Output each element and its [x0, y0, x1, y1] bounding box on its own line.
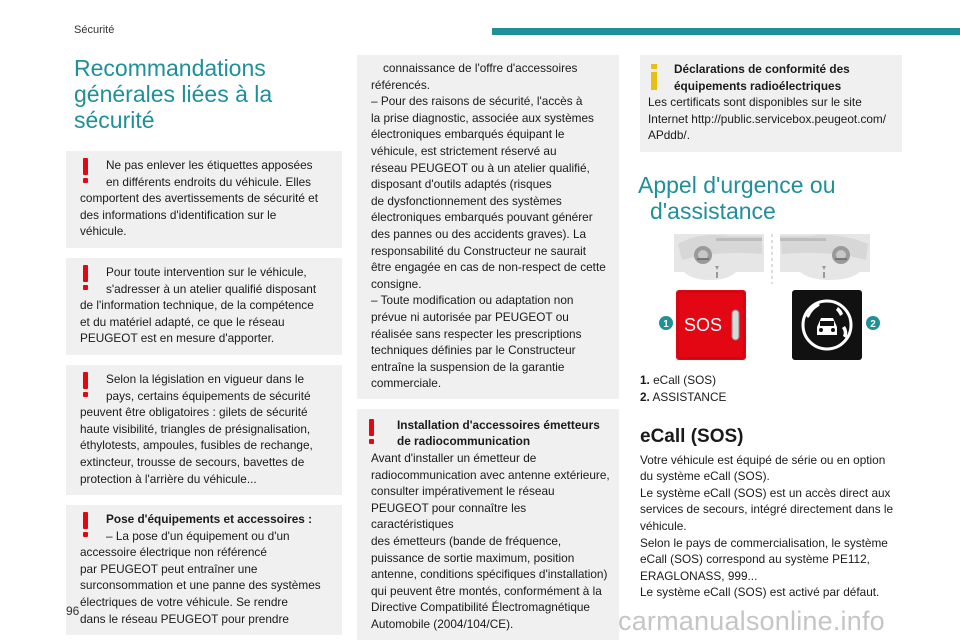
column-3 [640, 55, 902, 601]
page-number: 96 [66, 604, 80, 618]
section-title-emergency: Appel d'urgence ou d'assistance [638, 171, 836, 224]
info-icon [651, 64, 657, 90]
subheading-ecall: eCall (SOS) [640, 425, 744, 447]
warning-note-workshop: Pour toute intervention sur le véhicule, s'adresser à un atelier qualifié disposant de l'information technique, de la compétence et du matériel adapté, ce que le réseau PEUGEOT est en mesure d'apporter. [66, 258, 342, 355]
header-accent-bar [492, 28, 960, 35]
callout-2-icon [866, 316, 880, 330]
warning-icon [369, 419, 374, 445]
warning-note-labels: Ne pas enlever les étiquettes apposées en différents endroits du véhicule. Elles comportent des avertissements de sécurité et des informations d'identification sur le véhicule. [66, 151, 342, 248]
ecall-figure [640, 232, 902, 366]
ecall-description: Votre véhicule est équipé de série ou en option du système eCall (SOS). Le système eCall (SOS) est un accès direct aux services de secours, intégré directement dans le véhicule. Selon le pays de commercialisation, le système eCall (SOS) correspond au système PE112, ERAGLONASS, 999... Le système eCall (SOS) est activé par défaut. [640, 452, 894, 600]
sos-button-icon [676, 290, 746, 360]
list-item: 1. eCall (SOS) [640, 372, 717, 387]
page-title: Recommandations générales liées à la sécurité [74, 55, 273, 133]
figure-legend [640, 372, 902, 406]
warning-icon [83, 372, 88, 398]
warning-note-accessories-continued: connaissance de l'offre d'accessoires référencés. – Pour des raisons de sécurité, l'accès à la prise diagnostic, associée aux systèmes électroniques embarqués équipant le véhicule, est strictement réservé au réseau PEUGEOT ou à un atelier qualifié, disposant d'outils adaptés (risques de dysfonctionnement des systèmes électroniques embarqués pouvant générer des pannes ou des accidents graves). La responsabilité du Constructeur ne saurait être engagée en cas de non-respect de cette consigne. – Toute modification ou adaptation non prévue ni autorisée par PEUGEOT ou réalisée sans respecter les prescriptions techniques définies par le Constructeur entraîne la suspension de la garantie commerciale. [357, 55, 619, 399]
watermark: carmanualsonline.info [618, 606, 885, 636]
column-2 [357, 55, 619, 640]
warning-icon [83, 512, 88, 538]
assistance-button-icon [792, 290, 862, 360]
warning-note-legislation: Selon la législation en vigueur dans le pays, certains équipements de sécurité peuvent être obligatoires : gilets de sécurité haute visibilité, triangles de présignalisation, éthylotests, ampoules, fusibles de rechange, extincteur, trousse de secours, bavettes de protection à l'arrière du véhicule... [66, 365, 342, 495]
info-note-conformity: Déclarations de conformité des équipements radioélectriques Les certificats sont disponibles sur le site Internet http://public.servicebox.peugeot.com/ APddb/. [640, 55, 902, 152]
callout-1-label: 1 [663, 318, 669, 330]
sos-label: SOS [683, 314, 723, 335]
warning-icon [83, 158, 88, 184]
roof-console-left-icon [674, 234, 764, 280]
column-1 [66, 55, 342, 635]
list-item: 2. ASSISTANCE [640, 389, 727, 404]
callout-2-label: 2 [870, 318, 876, 330]
callout-1-icon [659, 316, 673, 330]
warning-note-radio: Installation d'accessoires émetteurs de radiocommunication Avant d'installer un émetteur de radiocommunication avec antenne extérieure, consulter impérativement le réseau PEUGEOT pour connaître les caractéristiques des émetteurs (bande de fréquence, puissance de sortie maximum, position antenne, conditions spécifiques d'installation) qui peuvent être montés, conformément à la Directive Compatibilité Électromagnétique Automobile (2004/104/CE). [357, 409, 619, 640]
warning-note-accessories: Pose d'équipements et accessoires : – La pose d'un équipement ou d'un accessoire électrique non référencé par PEUGEOT peut entraîner une surconsommation et une panne des systèmes électriques de votre véhicule. Se rendre dans le réseau PEUGEOT pour prendre [66, 505, 342, 635]
roof-console-right-icon [780, 234, 870, 280]
section-title: Sécurité [74, 24, 115, 36]
warning-icon [83, 265, 88, 291]
